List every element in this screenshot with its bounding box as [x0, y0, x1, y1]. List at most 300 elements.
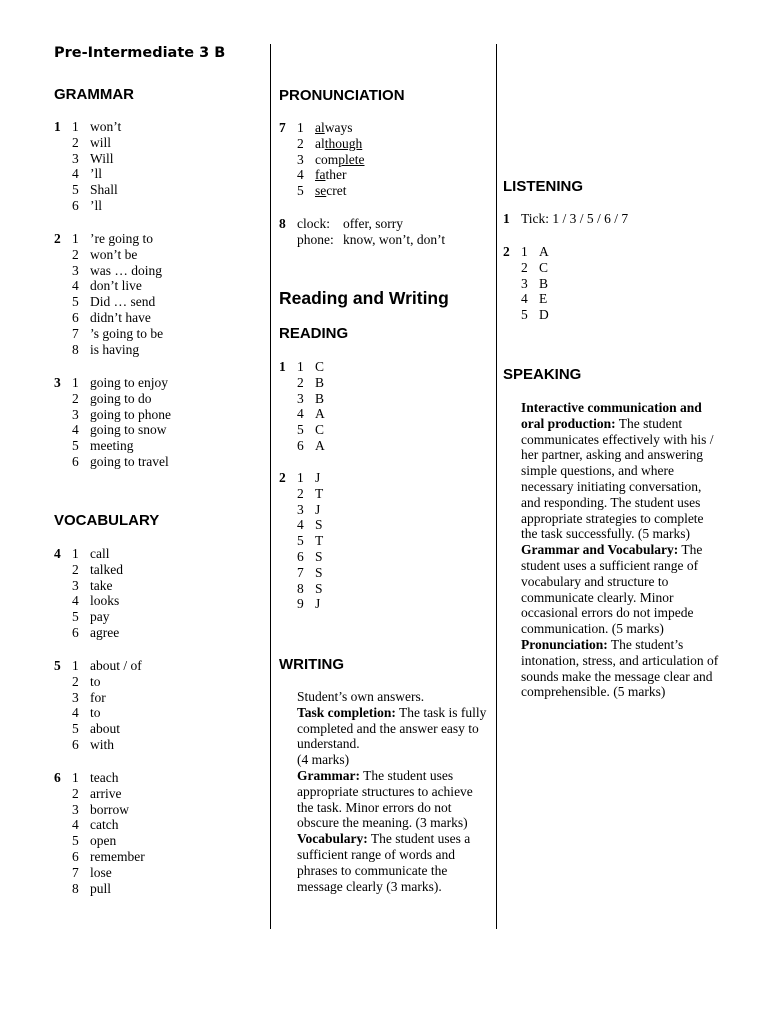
- item-number: 2: [72, 785, 79, 801]
- reading-heading: READING: [279, 325, 349, 342]
- answer-text: catch: [90, 817, 119, 833]
- criterion-text: The student uses appropriate structures to achieve the task. Minor errors do not obscure the meaning. (3 marks): [297, 767, 473, 831]
- exercise-number: 5: [54, 658, 61, 673]
- answer-text: going to snow: [90, 422, 167, 438]
- criterion: [297, 768, 487, 831]
- answer-row: [503, 260, 549, 276]
- answer-row: [54, 375, 171, 391]
- item-number: 1: [521, 244, 528, 259]
- speaking-heading: SPEAKING: [503, 366, 582, 383]
- answer-row: [54, 849, 145, 865]
- exercise-number: [54, 342, 72, 358]
- exercise-number: [54, 135, 72, 151]
- speaking-marking-criteria: [521, 400, 721, 700]
- answer-row: [279, 549, 323, 565]
- answer-row: [54, 546, 123, 562]
- answer-row: [54, 737, 142, 753]
- item-number: 1: [72, 375, 79, 390]
- answer-row: [54, 263, 163, 279]
- answer-text: T: [315, 533, 324, 549]
- stressed-word: [315, 152, 365, 168]
- item-number: 2: [297, 374, 304, 390]
- item-number: 2: [297, 485, 304, 501]
- exercise-number: [54, 817, 72, 833]
- answer-text: J: [315, 501, 321, 517]
- answer-text: A: [315, 406, 325, 422]
- answer-text: didn’t have: [90, 309, 151, 325]
- exercise-number: [279, 517, 297, 533]
- answer-row: [54, 625, 123, 641]
- sound-label: clock:: [297, 216, 330, 231]
- answer-text: take: [90, 577, 113, 593]
- criterion: [521, 400, 721, 542]
- answer-row: [503, 276, 549, 292]
- answer-row: [54, 438, 171, 454]
- stressed-syllable: se: [315, 183, 327, 199]
- item-number: 6: [72, 197, 79, 213]
- exercise-number: [54, 247, 72, 263]
- criterion-label: Vocabulary:: [297, 831, 368, 847]
- answer-row: [279, 406, 325, 422]
- exercise-number: [54, 151, 72, 167]
- item-number: 5: [72, 438, 79, 454]
- item-number: 5: [72, 609, 79, 625]
- criterion-text: The student communicates effectively with his / her partner, asking and answering simple questions, and where necessary initiating conversation, and responding. The student uses appropriate strategies to complete the task successfully. (5 marks): [521, 415, 714, 542]
- exercise-number: [279, 391, 297, 407]
- exercise-number: [54, 391, 72, 407]
- answer-text: talked: [90, 561, 123, 577]
- stressed-word: [315, 120, 353, 136]
- item-number: 8: [72, 880, 79, 896]
- word-part: com: [315, 151, 339, 167]
- exercise-number: [54, 849, 72, 865]
- item-number: 6: [72, 309, 79, 325]
- exercise-number: [279, 375, 297, 391]
- exercise-number: [54, 737, 72, 753]
- exercise-number: 4: [54, 546, 61, 561]
- exercise-number: [54, 310, 72, 326]
- writing-intro: Student’s own answers.: [297, 689, 425, 704]
- answer-row: [54, 721, 142, 737]
- answer-row: [54, 182, 121, 198]
- exercise-number: [54, 881, 72, 897]
- criterion-label: Grammar:: [297, 767, 360, 783]
- item-number: 4: [72, 705, 79, 721]
- answer-row: [279, 502, 323, 518]
- answer-row: [54, 578, 123, 594]
- item-number: 4: [297, 167, 304, 183]
- answer-row: [54, 770, 145, 786]
- item-number: 7: [72, 325, 79, 341]
- answer-text: ’ll: [90, 197, 102, 213]
- pronunciation-heading: PRONUNCIATION: [279, 87, 405, 104]
- answer-text: about / of: [90, 658, 142, 673]
- item-number: 5: [72, 833, 79, 849]
- answer-text: was … doing: [90, 262, 162, 278]
- answer-text: Will: [90, 150, 114, 166]
- sound-words: offer, sorry: [343, 216, 403, 231]
- exercise-number: [279, 565, 297, 581]
- item-number: 1: [72, 546, 79, 561]
- answer-row: [54, 422, 171, 438]
- answer-row: [54, 454, 171, 470]
- item-number: 6: [72, 624, 79, 640]
- exercise-number: [54, 674, 72, 690]
- answer-text: call: [90, 546, 110, 561]
- answer-row: [279, 359, 325, 375]
- answer-row: [54, 674, 142, 690]
- exercise-block: [54, 375, 171, 470]
- answer-row: [54, 865, 145, 881]
- answer-row: [54, 562, 123, 578]
- grammar-heading: GRAMMAR: [54, 86, 134, 103]
- answer-row: [54, 247, 163, 263]
- exercise-number: [279, 422, 297, 438]
- item-number: 2: [72, 390, 79, 406]
- answer-text: A: [539, 244, 549, 259]
- answer-text: ’s going to be: [90, 325, 164, 341]
- item-number: 5: [521, 307, 528, 323]
- exercise-number: [54, 609, 72, 625]
- sound-label: phone:: [297, 231, 334, 247]
- item-number: 4: [72, 278, 79, 294]
- criterion-label: Task completion:: [297, 704, 396, 720]
- exercise-number: [279, 549, 297, 565]
- column-divider-left: [270, 44, 271, 929]
- answer-text: B: [539, 275, 549, 291]
- exercise-block: [54, 546, 123, 641]
- item-number: 1: [297, 120, 304, 135]
- exercise-number: [54, 294, 72, 310]
- exercise-number: 2: [54, 231, 61, 246]
- criterion-text: The student’s intonation, stress, and articulation of sounds make the message clear and comprehensible. (5 marks): [521, 636, 719, 700]
- answer-row: [54, 881, 145, 897]
- answer-row: [54, 231, 163, 247]
- item-number: 5: [72, 721, 79, 737]
- listening-exercise-2: [503, 244, 549, 323]
- item-number: 3: [72, 262, 79, 278]
- answer-row: [54, 609, 123, 625]
- answer-row: [54, 658, 142, 674]
- exercise-number: 8: [279, 216, 286, 231]
- answer-text: going to enjoy: [90, 375, 168, 390]
- exercise-number: 1: [503, 211, 510, 226]
- answer-text: agree: [90, 624, 120, 640]
- exercise-number: 1: [54, 119, 61, 134]
- item-number: 2: [72, 561, 79, 577]
- item-number: 2: [297, 135, 304, 151]
- answer-text: with: [90, 736, 115, 752]
- exercise-number: [54, 593, 72, 609]
- item-number: 9: [297, 596, 304, 612]
- stressed-syllable: al: [315, 120, 325, 135]
- answer-text: Shall: [90, 182, 118, 198]
- criterion-label: Interactive communication and oral production:: [521, 400, 702, 431]
- exercise-number: [279, 167, 297, 183]
- criterion-text: (4 marks): [297, 752, 350, 768]
- writing-heading: WRITING: [279, 656, 344, 673]
- exercise-block: [279, 359, 325, 454]
- answer-text: D: [539, 307, 549, 323]
- item-number: 8: [72, 341, 79, 357]
- answer-text: about: [90, 721, 120, 737]
- answer-text: meeting: [90, 438, 134, 454]
- exercise-number: [54, 454, 72, 470]
- answer-text: C: [539, 259, 549, 275]
- exercise-number: [503, 307, 521, 323]
- answer-text: don’t live: [90, 278, 142, 294]
- writing-criteria-list: [297, 705, 487, 895]
- answer-text: S: [315, 517, 323, 533]
- answer-text: remember: [90, 848, 145, 864]
- answer-text: borrow: [90, 801, 129, 817]
- stressed-syllable: though: [324, 135, 363, 151]
- answer-text: won’t: [90, 119, 122, 134]
- answer-row: [279, 438, 325, 454]
- item-number: 4: [72, 593, 79, 609]
- answer-text: going to do: [90, 390, 152, 406]
- exercise-number: [54, 198, 72, 214]
- answer-text: B: [315, 390, 325, 406]
- item-number: 4: [521, 291, 528, 307]
- item-number: 1: [297, 359, 304, 374]
- item-number: 6: [72, 848, 79, 864]
- criterion-label: Grammar and Vocabulary:: [521, 542, 679, 558]
- answer-row: [54, 833, 145, 849]
- answer-text: ’re going to: [90, 231, 153, 246]
- answer-row: [279, 486, 323, 502]
- answer-text: teach: [90, 770, 119, 785]
- answer-text: A: [315, 437, 325, 453]
- answer-row: [503, 291, 549, 307]
- criterion-text: The task is fully completed and the answer easy to understand.: [297, 704, 487, 752]
- criterion-text: The student uses a sufficient range of vocabulary and structure to communicate clearly. Minor occasional errors do not impede communication. (5 marks): [521, 542, 703, 637]
- exercise-number: [279, 438, 297, 454]
- exercise-number: [279, 232, 297, 248]
- answer-text: looks: [90, 593, 120, 609]
- exercise-number: 7: [279, 120, 286, 135]
- page-title: Pre-Intermediate 3 B: [54, 45, 226, 61]
- answer-text: arrive: [90, 785, 122, 801]
- answer-text: won’t be: [90, 246, 138, 262]
- answer-text: B: [315, 374, 325, 390]
- item-number: 2: [521, 259, 528, 275]
- item-number: 3: [297, 151, 304, 167]
- answer-text: pull: [90, 880, 112, 896]
- exercise-number: 6: [54, 770, 61, 785]
- criterion: [297, 752, 487, 768]
- criterion: [521, 637, 721, 700]
- item-number: 1: [72, 658, 79, 673]
- exercise-number: [54, 326, 72, 342]
- exercise-number: 3: [54, 375, 61, 390]
- exercise-number: [54, 562, 72, 578]
- answer-row: [503, 244, 549, 260]
- exercise-number: [279, 486, 297, 502]
- item-number: 5: [297, 183, 304, 199]
- exercise-number: [279, 596, 297, 612]
- criterion-text: The student uses a sufficient range of words and phrases to communicate the message clearly (3 marks).: [297, 831, 471, 894]
- answer-row: [54, 407, 171, 423]
- item-number: 6: [72, 453, 79, 469]
- exercise-block: [54, 658, 142, 753]
- exercise-number: [54, 625, 72, 641]
- exercise-number: [54, 721, 72, 737]
- exercise-number: [279, 581, 297, 597]
- exercise-block: [54, 770, 145, 896]
- exercise-number: [279, 136, 297, 152]
- answer-row: [279, 136, 365, 152]
- answer-row: [279, 232, 445, 248]
- item-number: 1: [72, 119, 79, 134]
- stressed-word: [315, 136, 362, 152]
- criterion: [297, 831, 487, 894]
- item-number: 1: [72, 770, 79, 785]
- exercise-number: [279, 152, 297, 168]
- exercise-number: 1: [279, 359, 286, 374]
- answer-row: [279, 375, 325, 391]
- exercise-number: [54, 833, 72, 849]
- answer-text: J: [315, 470, 321, 485]
- item-number: 4: [297, 517, 304, 533]
- exercise-number: [54, 802, 72, 818]
- column-divider-right: [496, 44, 497, 929]
- answer-row: [54, 151, 121, 167]
- word-part: cret: [326, 183, 347, 199]
- item-number: 8: [297, 580, 304, 596]
- item-number: 7: [72, 864, 79, 880]
- item-number: 3: [72, 150, 79, 166]
- exercise-number: [503, 276, 521, 292]
- answer-row: [279, 391, 325, 407]
- word-part: al: [315, 135, 325, 151]
- answer-row: [54, 705, 142, 721]
- exercise-number: [54, 407, 72, 423]
- item-number: 2: [72, 673, 79, 689]
- answer-row: [279, 167, 365, 183]
- answer-row: [54, 690, 142, 706]
- answer-row: [279, 152, 365, 168]
- item-number: 6: [297, 548, 304, 564]
- item-number: 3: [72, 689, 79, 705]
- answer-text: E: [539, 291, 548, 307]
- item-number: 5: [297, 422, 304, 438]
- item-number: 6: [297, 437, 304, 453]
- item-number: 3: [72, 801, 79, 817]
- answer-text: S: [315, 580, 323, 596]
- answer-row: [54, 342, 163, 358]
- item-number: 3: [72, 406, 79, 422]
- answer-row: [279, 533, 323, 549]
- answer-text: S: [315, 548, 323, 564]
- item-number: 2: [72, 134, 79, 150]
- answer-text: ’ll: [90, 166, 102, 182]
- item-number: 7: [297, 564, 304, 580]
- answer-row: [54, 802, 145, 818]
- answer-text: going to phone: [90, 406, 171, 422]
- exercise-number: [54, 422, 72, 438]
- answer-text: S: [315, 564, 323, 580]
- answer-row: [279, 216, 445, 232]
- exercise-number: [279, 183, 297, 199]
- stressed-syllable: fa: [315, 167, 326, 183]
- exercise-number: [54, 690, 72, 706]
- answer-row: [54, 786, 145, 802]
- answer-row: [54, 326, 163, 342]
- listening-tick-answer: Tick: 1 / 3 / 5 / 6 / 7: [521, 211, 629, 226]
- exercise-block: [54, 231, 163, 357]
- answer-row: [279, 183, 365, 199]
- answer-row: [54, 278, 163, 294]
- answer-text: lose: [90, 864, 112, 880]
- item-number: 3: [297, 390, 304, 406]
- answer-text: C: [315, 422, 325, 438]
- answer-row: [54, 198, 121, 214]
- answer-row: [54, 166, 121, 182]
- answer-row: [279, 422, 325, 438]
- answer-text: Did … send: [90, 294, 156, 310]
- criterion: [521, 542, 721, 637]
- exercise-number: [54, 278, 72, 294]
- exercise-number: [279, 406, 297, 422]
- answer-row: [54, 391, 171, 407]
- answer-text: going to travel: [90, 453, 169, 469]
- answer-row: [279, 581, 323, 597]
- item-number: 4: [297, 406, 304, 422]
- writing-marking-criteria: [297, 689, 487, 894]
- exercise-number: [54, 865, 72, 881]
- exercise-number: [54, 166, 72, 182]
- answer-row: [279, 596, 323, 612]
- vocabulary-heading: VOCABULARY: [54, 512, 160, 529]
- item-number: 3: [521, 275, 528, 291]
- answer-text: open: [90, 833, 117, 849]
- exercise-number: [54, 705, 72, 721]
- exercise-number: [279, 502, 297, 518]
- item-number: 5: [297, 533, 304, 549]
- stressed-word: [315, 167, 347, 183]
- exercise-number: [503, 260, 521, 276]
- answer-row: [54, 135, 121, 151]
- pronunciation-exercise-7: [279, 120, 365, 199]
- item-number: 4: [72, 166, 79, 182]
- item-number: 1: [297, 470, 304, 485]
- answer-text: C: [315, 359, 325, 374]
- exercise-number: [54, 263, 72, 279]
- exercise-number: [54, 578, 72, 594]
- word-part: ways: [324, 120, 353, 135]
- answer-row: [54, 310, 163, 326]
- answer-text: pay: [90, 609, 110, 625]
- answer-row: [54, 119, 121, 135]
- listening-exercise-1: [503, 211, 628, 227]
- exercise-block: [279, 470, 323, 612]
- answer-row: [279, 565, 323, 581]
- answer-row: [54, 593, 123, 609]
- exercise-number: [54, 786, 72, 802]
- item-number: 5: [72, 294, 79, 310]
- reading-and-writing-heading: Reading and Writing: [279, 288, 449, 308]
- exercise-number: 2: [503, 244, 510, 259]
- answer-text: to: [90, 705, 101, 721]
- answer-text: J: [315, 596, 321, 612]
- criterion-label: Pronunciation:: [521, 636, 608, 652]
- answer-row: [279, 517, 323, 533]
- exercise-block: [54, 119, 121, 214]
- answer-text: is having: [90, 341, 140, 357]
- stressed-word: [315, 183, 346, 199]
- answer-text: will: [90, 134, 112, 150]
